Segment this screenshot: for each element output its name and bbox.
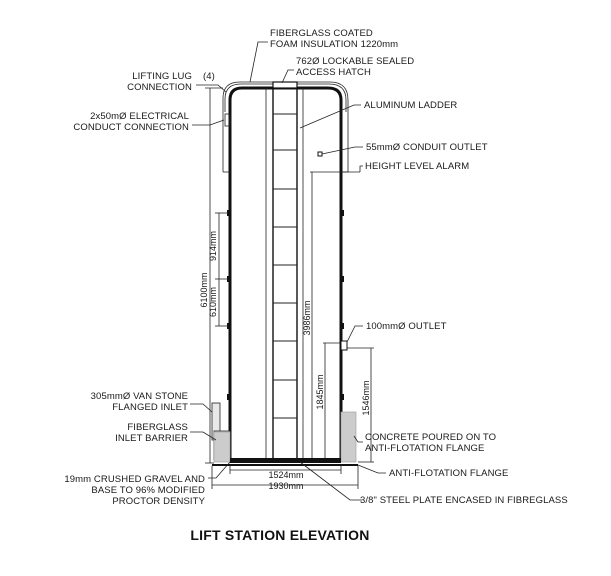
label-fiberglass-line2: FOAM INSULATION 1220mm <box>270 39 399 50</box>
label-hatch-line2: ACCESS HATCH <box>296 67 371 78</box>
leader-hatch <box>282 70 294 83</box>
leader-ladder <box>300 105 361 128</box>
access-hatch <box>273 82 297 88</box>
leader-plate <box>300 462 362 500</box>
tank-body <box>223 82 348 460</box>
label-electrical-line1: 2x50mØ ELECTRICAL <box>90 111 189 122</box>
dim-inner-width: 1524mm <box>268 470 304 480</box>
diagram-title: LIFT STATION ELEVATION <box>190 527 370 543</box>
lug-mark <box>340 323 344 329</box>
leader-electrical <box>192 120 224 125</box>
label-outlet: 100mmØ OUTLET <box>366 321 447 332</box>
label-hatch-line1: 762Ø LOCKABLE SEALED <box>296 56 415 67</box>
dim-overall-height: 6100mm <box>199 272 209 308</box>
leader-alarm <box>360 166 363 172</box>
label-gravel-line2: BASE TO 96% MODIFIED <box>91 485 205 496</box>
label-gravel-line1: 19mm CRUSHED GRAVEL AND <box>64 474 205 485</box>
concrete-left <box>214 432 230 462</box>
dim-outlet-right: 1546mm <box>361 380 371 416</box>
lug-mark <box>340 210 344 216</box>
lug-mark <box>340 394 344 400</box>
dim-outer-width: 1930mm <box>268 481 304 491</box>
label-conduit: 55mmØ CONDUIT OUTLET <box>366 142 488 153</box>
lug-mark <box>340 276 344 282</box>
concrete-right <box>341 412 356 462</box>
leader-fiberglass <box>250 42 268 82</box>
conduit-outlet <box>318 152 322 156</box>
ladder-rungs <box>273 114 297 418</box>
outlet-pipe <box>341 341 347 350</box>
label-vanstone-line2: FLANGED INLET <box>112 402 188 413</box>
labels <box>64 28 567 507</box>
label-concrete-line2: ANTI-FLOTATION FLANGE <box>365 443 485 454</box>
wall-lugs <box>227 210 344 400</box>
ladder-shaft <box>266 82 303 458</box>
label-vanstone-line1: 305mmØ VAN STONE <box>90 391 188 402</box>
dim-outlet-height: 1845mm <box>315 374 325 410</box>
leader-vanstone <box>190 404 212 412</box>
steel-base-plate <box>230 458 341 463</box>
leader-outlet <box>347 326 363 342</box>
label-barrier-line1: FIBERGLASS <box>127 422 188 433</box>
leader-lug <box>196 85 226 92</box>
dim-lug-lower: 610mm <box>208 286 218 318</box>
label-electrical-line2: CONDUCT CONNECTION <box>73 122 189 133</box>
dim-lug-upper: 914mm <box>208 230 218 262</box>
label-alarm: HEIGHT LEVEL ALARM <box>365 161 470 172</box>
label-barrier-line2: INLET BARRIER <box>115 433 188 444</box>
label-ladder: ALUMINUM LADDER <box>364 100 458 111</box>
dim-alarm-height: 3986mm <box>302 300 312 336</box>
lug-mark <box>227 394 231 400</box>
label-concrete-line1: CONCRETE POURED ON TO <box>365 432 497 443</box>
label-lug-count: (4) <box>203 71 215 82</box>
label-flange: ANTI-FLOTATION FLANGE <box>389 468 509 479</box>
label-fiberglass-line1: FIBERGLASS COATED <box>270 28 373 39</box>
label-lug-line2: CONNECTION <box>127 82 192 93</box>
leader-flange <box>358 465 386 473</box>
label-lug-line1: LIFTING LUG <box>132 71 192 82</box>
label-plate: 3/8" STEEL PLATE ENCASED IN FIBREGLASS <box>360 495 568 506</box>
label-gravel-line3: PROCTOR DENSITY <box>112 496 205 507</box>
